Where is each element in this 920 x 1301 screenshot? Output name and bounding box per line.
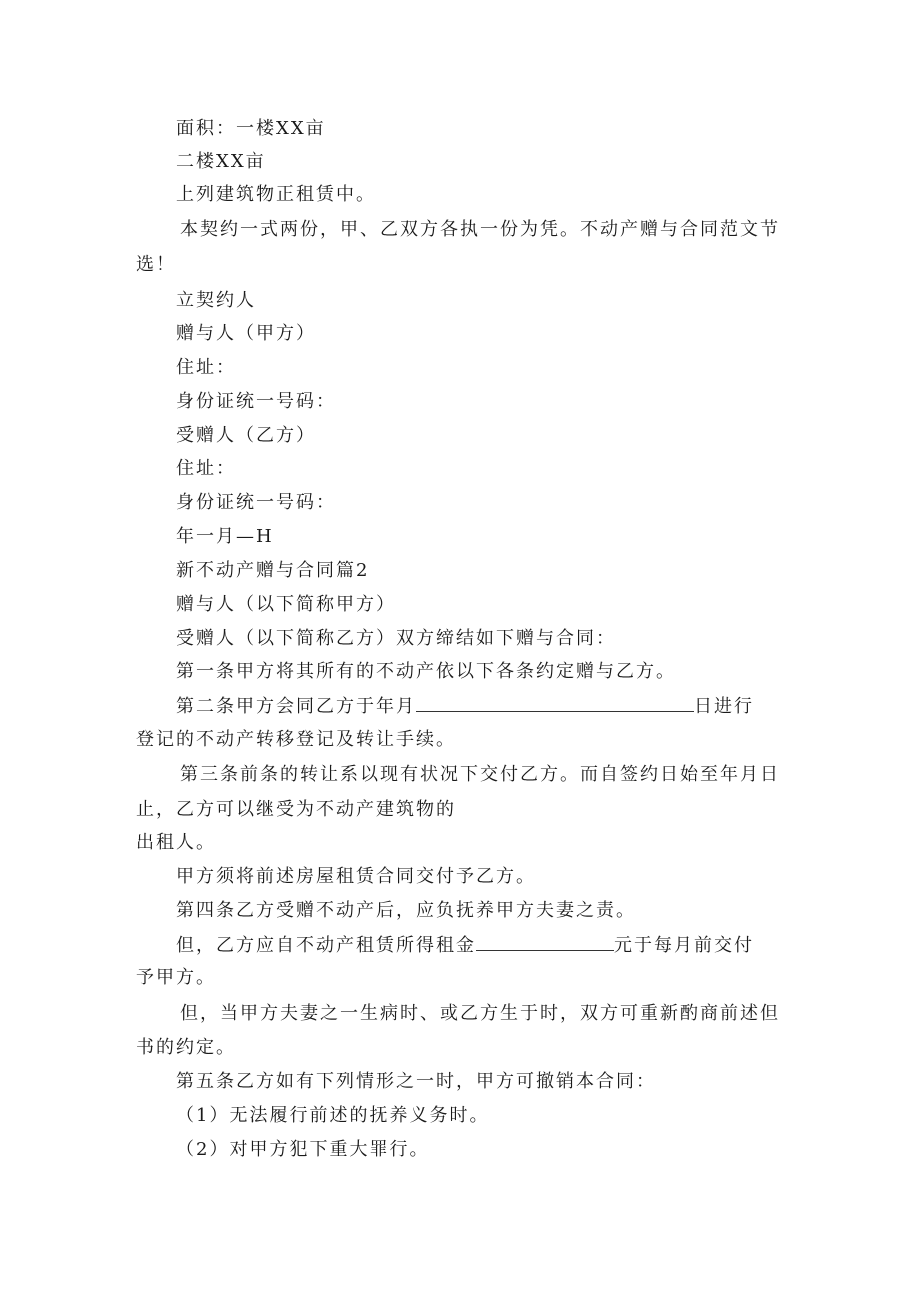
article-2-date-blank — [416, 695, 694, 712]
area-line-1: 面积：一楼XX亩 — [176, 118, 326, 139]
donor-address-label: 住址： — [176, 357, 236, 378]
lease-transfer-line: 甲方须将前述房屋租赁合同交付予乙方。 — [176, 866, 536, 887]
article-2-line-cont: 登记的不动产转移登记及转让手续。 — [136, 729, 456, 750]
contract-copies-line: 本契约一式两份，甲、乙双方各执一份为凭。不动产赠与合同范文节 — [180, 219, 780, 240]
leased-note: 上列建筑物正租赁中。 — [176, 184, 376, 205]
rent-text-after: 元于每月前交付 — [614, 935, 754, 956]
article-4: 第四条乙方受赠不动产后，应负抚养甲方夫妻之责。 — [176, 900, 636, 921]
donor-abbrev-line: 赠与人（以下简称甲方） — [176, 594, 396, 615]
illness-clause-cont: 书的约定。 — [136, 1037, 236, 1058]
donee-abbrev-line: 受赠人（以下简称乙方）双方缔结如下赠与合同： — [176, 628, 616, 649]
donee-address-label: 住址： — [176, 458, 236, 479]
article-5-item-1: （1）无法履行前述的抚养义务时。 — [176, 1105, 490, 1126]
rent-line-cont: 予甲方。 — [136, 967, 216, 988]
rent-line — [176, 934, 754, 957]
article-3-line: 第三条前条的转让系以现有状况下交付乙方。而自签约日始至年月日 — [180, 764, 780, 785]
article-2-line — [176, 695, 754, 718]
rent-text-before: 但，乙方应自不动产租赁所得租金 — [176, 935, 476, 956]
illness-clause: 但，当甲方夫妻之一生病时、或乙方生于时，双方可重新酌商前述但 — [180, 1003, 780, 1024]
donor-id-label: 身份证统一号码： — [176, 391, 336, 412]
rent-amount-blank — [476, 934, 614, 951]
article-3-line-end: 出租人。 — [136, 832, 216, 853]
article-1: 第一条甲方将其所有的不动产依以下各条约定赠与乙方。 — [176, 661, 676, 682]
section-title-2: 新不动产赠与合同篇2 — [176, 560, 370, 581]
article-3-line-cont: 止，乙方可以继受为不动产建筑物的 — [136, 799, 456, 820]
date-line: 年一月—H — [176, 526, 274, 547]
article-2-text-before: 第二条甲方会同乙方于年月 — [176, 696, 416, 717]
article-2-text-after: 日进行 — [694, 696, 754, 717]
article-5-item-2: （2）对甲方犯下重大罪行。 — [176, 1139, 430, 1160]
donor-label: 赠与人（甲方） — [176, 323, 316, 344]
donee-id-label: 身份证统一号码： — [176, 492, 336, 513]
article-5: 第五条乙方如有下列情形之一时，甲方可撤销本合同： — [176, 1071, 656, 1092]
signatories-heading: 立契约人 — [176, 290, 256, 311]
area-line-2: 二楼XX亩 — [176, 151, 266, 172]
donee-label: 受赠人（乙方） — [176, 425, 316, 446]
contract-copies-line-cont: 选！ — [136, 254, 176, 275]
